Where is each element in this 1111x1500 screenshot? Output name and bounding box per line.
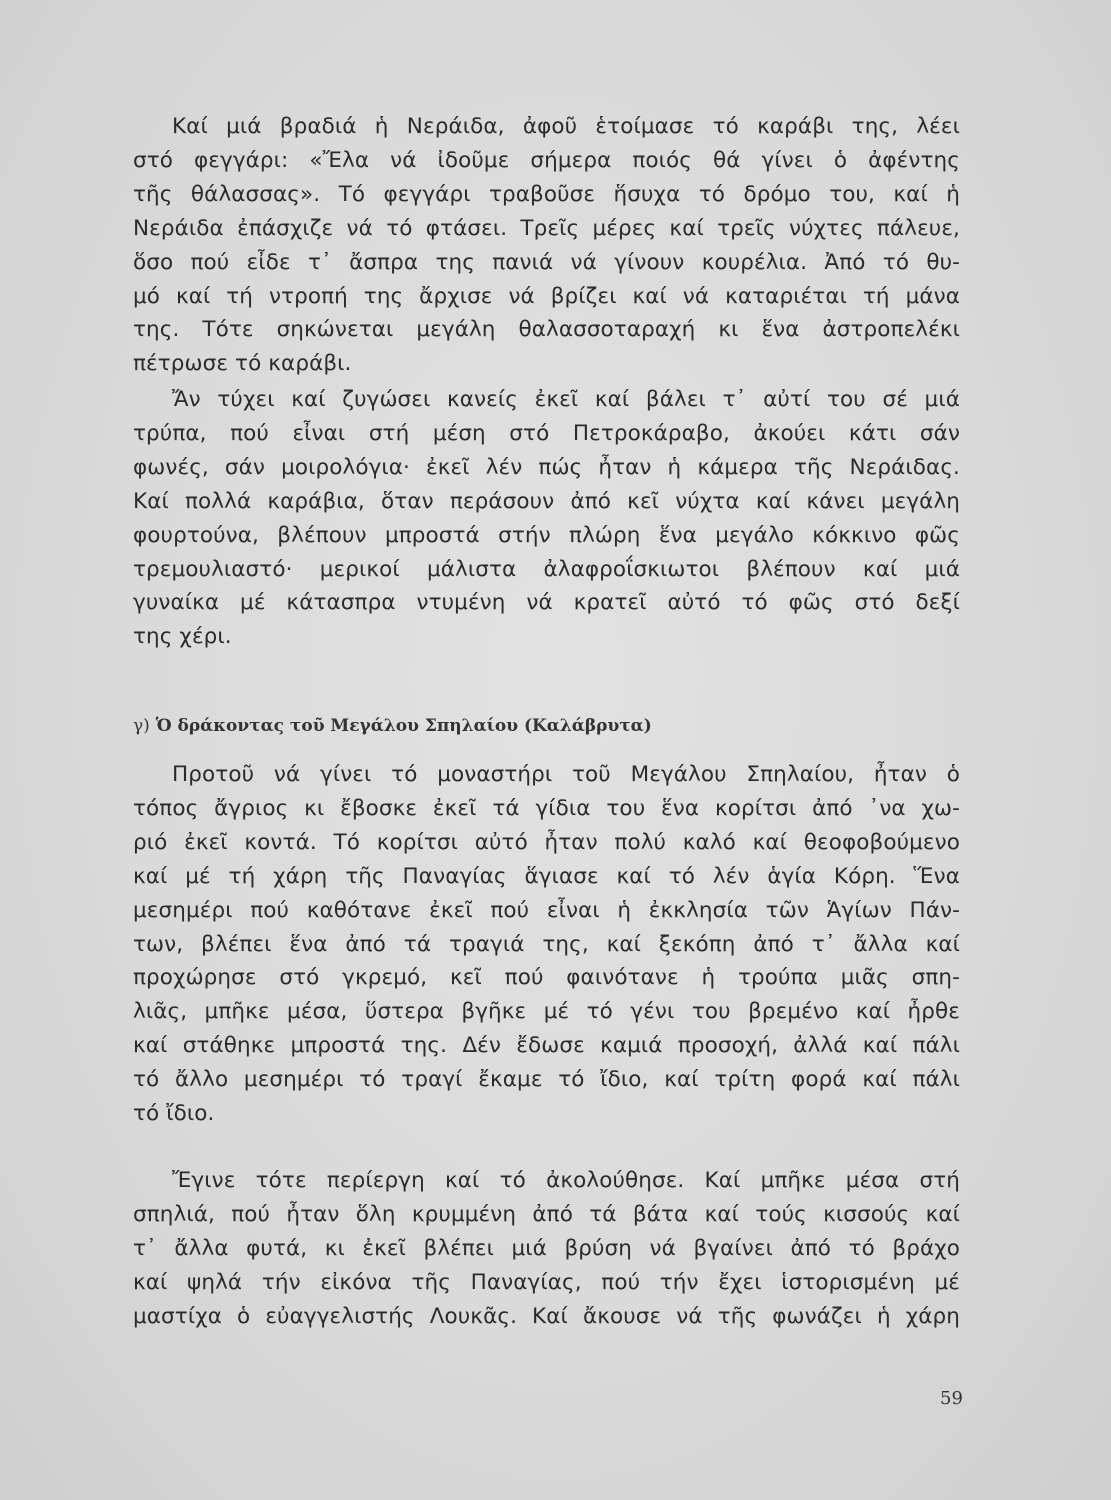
text-line: τρεμουλιαστό· μερικοί μάλιστα ἀλαφροΐσκιωτοι βλέπουν καί μιά xyxy=(133,556,960,582)
text-line: μεσημέρι πού καθότανε ἐκεῖ πού εἶναι ἡ ἐκκλησία τῶν Ἁγίων Πάν- xyxy=(133,897,960,923)
text-line: φουρτούνα, βλέπουν μπροστά στήν πλώρη ἕνα μεγάλο κόκκινο φῶς xyxy=(133,522,960,548)
text-line: σπηλιά, πού ἦταν ὅλη κρυμμένη ἀπό τά βάτα καί τούς κισσούς καί xyxy=(133,1201,960,1227)
text-line: της. Τότε σηκώνεται μεγάλη θαλασσοταραχή κι ἕνα ἀστροπελέκι xyxy=(133,317,960,343)
text-line: Καί πολλά καράβια, ὅταν περάσουν ἀπό κεῖ νύχτα καί κάνει μεγάλη xyxy=(133,488,960,514)
text-line: μαστίχα ὁ εὐαγγελιστής Λουκᾶς. Καί ἄκουσε νά τῆς φωνάζει ἡ χάρη xyxy=(133,1303,960,1329)
text-line: προχώρησε στό γκρεμό, κεῖ πού φαινότανε ἡ τρούπα μιᾶς σπη- xyxy=(133,965,960,991)
text-line: καί στάθηκε μπροστά της. Δέν ἔδωσε καμιά προσοχή, ἀλλά καί πάλι xyxy=(133,1033,960,1059)
page-number: 59 xyxy=(940,1388,963,1409)
text-line: Ἄν τύχει καί ζυγώσει κανείς ἐκεῖ καί βάλει τ᾿ αὐτί του σέ μιά xyxy=(172,387,960,412)
text-line: Προτοῦ νά γίνει τό μοναστήρι τοῦ Μεγάλου Σπηλαίου, ἦταν ὁ xyxy=(172,762,960,787)
text-line: καί μέ τή χάρη τῆς Παναγίας ἅγιασε καί τό λέν ἁγία Κόρη. Ἕνα xyxy=(133,863,960,889)
text-line: γυναίκα μέ κάτασπρα ντυμένη νά κρατεῖ αὐτό τό φῶς στό δεξί xyxy=(133,590,960,616)
text-line: τό ἴδιο. xyxy=(133,1101,215,1126)
text-line: φωνές, σάν μοιρολόγια· ἐκεῖ λέν πώς ἦταν ἡ κάμερα τῆς Νεράιδας. xyxy=(133,454,960,480)
text-line: τό ἄλλο μεσημέρι τό τραγί ἔκαμε τό ἴδιο, καί τρίτη φορά καί πάλι xyxy=(133,1067,960,1093)
text-line: πέτρωσε τό καράβι. xyxy=(133,351,352,377)
section-heading xyxy=(133,716,652,736)
text-line: της χέρι. xyxy=(133,624,232,650)
text-line: Ἔγινε τότε περίεργη καί τό ἀκολούθησε. Καί μπῆκε μέσα στή xyxy=(172,1168,960,1193)
text-line: τρύπα, πού εἶναι στή μέση στό Πετροκάραβο, ἀκούει κάτι σάν xyxy=(133,420,960,446)
section-heading-title: Ὁ δράκοντας τοῦ Μεγάλου Σπηλαίου (Καλάβρυτα) xyxy=(155,716,652,736)
text-line: τόπος ἄγριος κι ἔβοσκε ἐκεῖ τά γίδια του ἕνα κορίτσι ἀπό ᾿να χω- xyxy=(133,795,960,821)
text-line: λιᾶς, μπῆκε μέσα, ὕστερα βγῆκε μέ τό γένι του βρεμένο καί ἦρθε xyxy=(133,999,960,1025)
text-line: Νεράιδα ἐπάσχιζε νά τό φτάσει. Τρεῖς μέρες καί τρεῖς νύχτες πάλευε, xyxy=(133,215,960,241)
text-line: Καί μιά βραδιά ἡ Νεράιδα, ἀφοῦ ἑτοίμασε τό καράβι της, λέει xyxy=(172,114,960,139)
text-line: στό φεγγάρι: «Ἔλα νά ἰδοῦμε σήμερα ποιός θά γίνει ὁ ἀφέντης xyxy=(133,147,960,173)
section-heading-label: γ) xyxy=(133,716,150,736)
text-line: των, βλέπει ἕνα ἀπό τά τραγιά της, καί ξεκόπη ἀπό τ᾿ ἄλλα καί xyxy=(133,931,960,957)
text-line: τῆς θάλασσας». Τό φεγγάρι τραβοῦσε ἥσυχα τό δρόμο του, καί ἡ xyxy=(133,181,960,207)
text-line: ριό ἐκεῖ κοντά. Τό κορίτσι αὐτό ἦταν πολύ καλό καί θεοφοβούμενο xyxy=(133,829,960,855)
text-line: τ᾿ ἄλλα φυτά, κι ἐκεῖ βλέπει μιά βρύση νά βγαίνει ἀπό τό βράχο xyxy=(133,1235,960,1261)
text-line: ὅσο πού εἶδε τ᾿ ἄσπρα της πανιά νά γίνουν κουρέλια. Ἀπό τό θυ- xyxy=(133,249,960,275)
text-line: μό καί τή ντροπή της ἄρχισε νά βρίζει καί νά καταριέται τή μάνα xyxy=(133,283,960,309)
text-line: καί ψηλά τήν εἰκόνα τῆς Παναγίας, πού τήν ἔχει ἱστορισμένη μέ xyxy=(133,1269,960,1295)
